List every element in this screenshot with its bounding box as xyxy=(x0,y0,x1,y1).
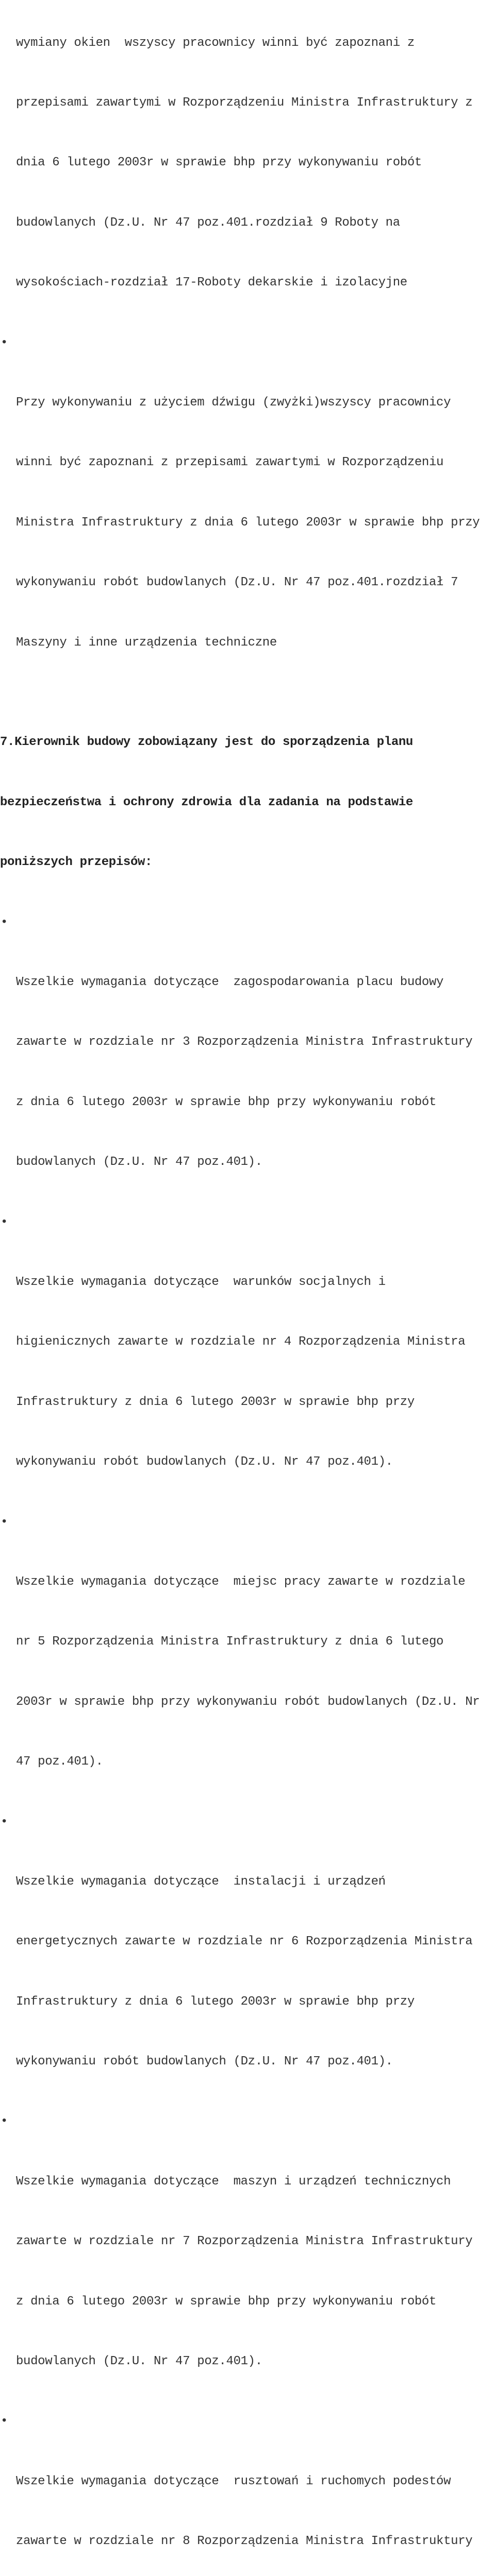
text-line: wykonywaniu robót budowlanych (Dz.U. Nr 47 poz.401). xyxy=(16,2055,393,2069)
list-item xyxy=(0,2412,495,2576)
heading-line: poniższych przepisów: xyxy=(0,855,153,870)
text-line: 47 poz.401). xyxy=(16,1755,103,1769)
text-line: budowlanych (Dz.U. Nr 47 poz.401). xyxy=(16,1155,262,1170)
text-line: Infrastruktury z dnia 6 lutego 2003r w sprawie bhp przy xyxy=(16,1994,415,2009)
bullet-icon: • xyxy=(1,1815,8,1829)
heading-line: bezpieczeństwa i ochrony zdrowia dla zadania na podstawie xyxy=(0,795,413,809)
text-line: Maszyny i inne urządzenia techniczne xyxy=(16,635,277,650)
text-line: Infrastruktury z dnia 6 lutego 2003r w sprawie bhp przy xyxy=(16,1395,415,1409)
text-line: Ministra Infrastruktury z dnia 6 lutego 2003r w sprawie bhp przy xyxy=(16,515,480,530)
bullet-icon: • xyxy=(1,335,8,350)
bullet-icon: • xyxy=(1,1215,8,1229)
list-item xyxy=(0,1213,495,1513)
text-line: Przy wykonywaniu z użyciem dźwigu (zwyżki)wszyscy pracownicy xyxy=(16,395,451,410)
list-item xyxy=(0,913,495,1213)
text-line: zawarte w rozdziale nr 7 Rozporządzenia Ministra Infrastruktury xyxy=(16,2234,473,2249)
list-item xyxy=(0,2112,495,2412)
bullet-icon: • xyxy=(1,1515,8,1529)
text-line: Wszelkie wymagania dotyczące zagospodarowania placu budowy xyxy=(16,975,444,990)
text-line: dnia 6 lutego 2003r w sprawie bhp przy wykonywaniu robót xyxy=(16,156,422,170)
text-line: wymiany okien wszyscy pracownicy winni być zapoznani z xyxy=(16,36,415,50)
section-heading xyxy=(0,693,495,913)
list-item xyxy=(0,1513,495,1812)
text-line: z dnia 6 lutego 2003r w sprawie bhp przy wykonywaniu robót xyxy=(16,2294,437,2309)
text-line: wysokościach-rozdział 17-Roboty dekarskie i izolacyjne xyxy=(16,276,407,290)
list-item-crane xyxy=(0,333,495,693)
text-line: Wszelkie wymagania dotyczące miejsc pracy zawarte w rozdziale xyxy=(16,1574,466,1589)
text-line: budowlanych (Dz.U. Nr 47 poz.401). xyxy=(16,2354,262,2369)
text-line: przepisami zawartymi w Rozporządzeniu Ministra Infrastruktury z xyxy=(16,95,473,110)
bullet-icon: • xyxy=(1,2414,8,2429)
text-line: nr 5 Rozporządzenia Ministra Infrastruktury z dnia 6 lutego xyxy=(16,1635,444,1649)
bullet-icon: • xyxy=(1,2114,8,2129)
text-line: energetycznych zawarte w rozdziale nr 6 Rozporządzenia Ministra xyxy=(16,1935,473,1949)
text-line: higienicznych zawarte w rozdziale nr 4 Rozporządzenia Ministra xyxy=(16,1335,466,1349)
continued-list-item xyxy=(0,0,495,333)
text-line: z dnia 6 lutego 2003r w sprawie bhp przy wykonywaniu robót xyxy=(16,1095,437,1109)
text-line: wykonywaniu robót budowlanych (Dz.U. Nr 47 poz.401.rozdział 7 xyxy=(16,575,458,590)
text-line: Wszelkie wymagania dotyczące instalacji i urządzeń xyxy=(16,1874,386,1889)
text-line: budowlanych (Dz.U. Nr 47 poz.401.rozdział 9 Roboty na xyxy=(16,215,400,230)
list-item xyxy=(0,1812,495,2112)
text-line: wykonywaniu robót budowlanych (Dz.U. Nr 47 poz.401). xyxy=(16,1455,393,1469)
text-line: winni być zapoznani z przepisami zawartymi w Rozporządzeniu xyxy=(16,455,444,470)
text-line: zawarte w rozdziale nr 8 Rozporządzenia Ministra Infrastruktury xyxy=(16,2534,473,2549)
bullet-icon: • xyxy=(1,915,8,929)
heading-line: 7.Kierownik budowy zobowiązany jest do sporządzenia planu xyxy=(0,735,413,750)
text-line: Wszelkie wymagania dotyczące maszyn i urządzeń technicznych xyxy=(16,2174,451,2189)
text-line: 2003r w sprawie bhp przy wykonywaniu robót budowlanych (Dz.U. Nr xyxy=(16,1694,480,1709)
text-line: Wszelkie wymagania dotyczące warunków socjalnych i xyxy=(16,1275,386,1289)
text-line: zawarte w rozdziale nr 3 Rozporządzenia Ministra Infrastruktury xyxy=(16,1035,473,1049)
text-line: Wszelkie wymagania dotyczące rusztowań i ruchomych podestów xyxy=(16,2474,451,2488)
